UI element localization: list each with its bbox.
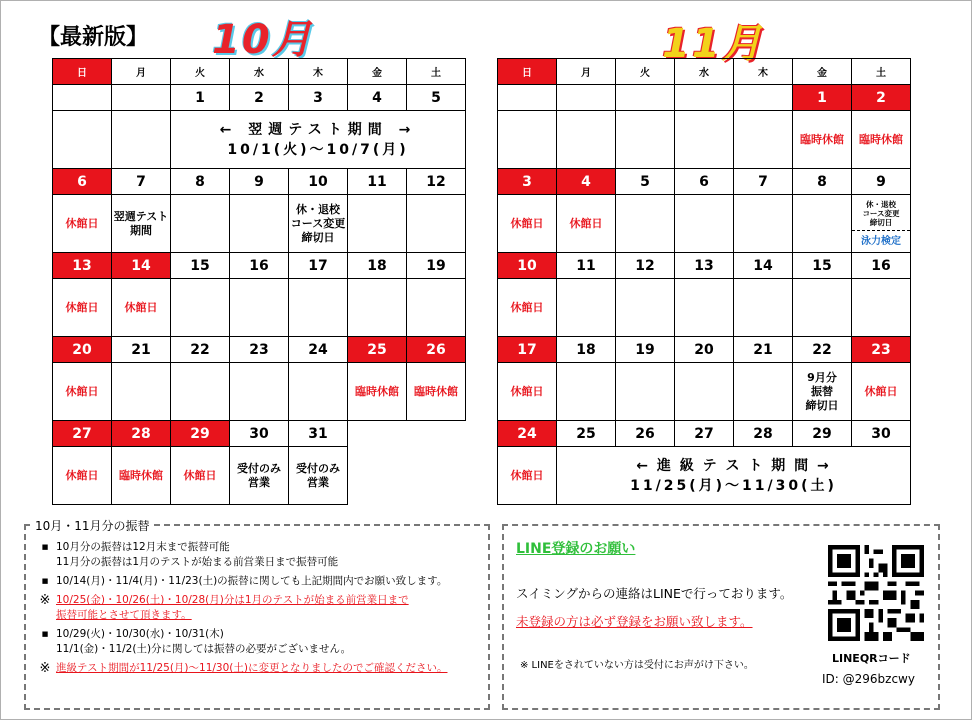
day-number: 3 [498, 169, 557, 195]
transfer-line: 振替可能とさせて頂きます。 [56, 609, 192, 621]
day-number: 19 [616, 337, 675, 363]
day-note-empty [557, 363, 616, 421]
day-number: 6 [53, 169, 112, 195]
line-footnote: ※ LINEをされていない方は受付にお声がけ下さい。 [520, 660, 754, 671]
day-number: 18 [557, 337, 616, 363]
weekday-sun: 日 [53, 59, 112, 85]
qr-code-icon[interactable] [828, 545, 924, 641]
day-number: 31 [289, 421, 348, 447]
day-number: 9 [230, 169, 289, 195]
day-outside [348, 447, 407, 505]
transfer-line: 10/29(火)・10/30(水)・10/31(木) [56, 628, 224, 640]
day-note: 休館日 [53, 363, 112, 421]
day-note-empty [112, 111, 171, 169]
day-number: 24 [289, 337, 348, 363]
day-note: 休館日 [498, 195, 557, 253]
day-note-empty [852, 279, 911, 337]
day-number: 13 [53, 253, 112, 279]
day-note: 休館日 [852, 363, 911, 421]
day-number: 26 [616, 421, 675, 447]
day-number: 16 [852, 253, 911, 279]
day-number: 29 [171, 421, 230, 447]
day-note-empty [171, 363, 230, 421]
transfer-title: 10月・11月分の振替 [32, 517, 153, 534]
november-title: 11月 [662, 21, 764, 67]
day-note-empty [734, 111, 793, 169]
day-number: 30 [230, 421, 289, 447]
october-calendar [52, 58, 466, 505]
line-title: LINE登録のお願い [516, 541, 636, 557]
day-note-empty [112, 363, 171, 421]
day-number: 24 [498, 421, 557, 447]
day-number: 1 [171, 85, 230, 111]
weekday-wed: 水 [675, 59, 734, 85]
day-note-empty [557, 279, 616, 337]
day-note-empty [616, 279, 675, 337]
day-number: 28 [112, 421, 171, 447]
weekday-header-row [53, 59, 466, 85]
day-note-empty [348, 195, 407, 253]
day-number: 27 [675, 421, 734, 447]
day-number: 30 [852, 421, 911, 447]
day-number: 22 [171, 337, 230, 363]
transfer-line: 10/25(金)・10/26(土)・10/28(月)分は1月のテストが始まる前営業日まで [56, 594, 409, 606]
day-number: 21 [112, 337, 171, 363]
weekday-header-row [498, 59, 911, 85]
day-number: 27 [53, 421, 112, 447]
day-number: 12 [616, 253, 675, 279]
day-number: 10 [289, 169, 348, 195]
day-number: 12 [407, 169, 466, 195]
bullet-icon: ■ [41, 577, 49, 585]
weekday-sat: 土 [407, 59, 466, 85]
day-number: 25 [348, 337, 407, 363]
day-empty [53, 85, 112, 111]
day-number: 3 [289, 85, 348, 111]
day-note: 受付のみ 営業 [289, 447, 348, 505]
day-note: 休館日 [498, 447, 557, 505]
day-note: 受付のみ 営業 [230, 447, 289, 505]
day-number: 5 [616, 169, 675, 195]
transfer-line: 11月分の振替は1月のテストが始まる前営業日まで振替可能 [56, 556, 339, 568]
day-note-empty [348, 279, 407, 337]
day-note-empty [675, 195, 734, 253]
day-number: 18 [348, 253, 407, 279]
day-note: 休館日 [557, 195, 616, 253]
bullet-icon: ■ [41, 543, 49, 551]
weekday-fri: 金 [793, 59, 852, 85]
day-number: 25 [557, 421, 616, 447]
day-number: 26 [407, 337, 466, 363]
day-number: 17 [289, 253, 348, 279]
day-note-empty [793, 279, 852, 337]
weekday-mon: 月 [112, 59, 171, 85]
day-number: 4 [348, 85, 407, 111]
weekday-thu: 木 [734, 59, 793, 85]
day-note-empty [734, 363, 793, 421]
day-note-empty [171, 279, 230, 337]
transfer-item [34, 661, 484, 676]
test-period-banner [171, 111, 466, 169]
day-empty [675, 85, 734, 111]
day-outside [407, 421, 466, 447]
day-number: 2 [852, 85, 911, 111]
day-note: 翌週テスト 期間 [112, 195, 171, 253]
day-note-empty [557, 111, 616, 169]
day-number: 13 [675, 253, 734, 279]
transfer-line: 10/14(月)・11/4(月)・11/23(土)の振替に関しても上記期間内でお願い致します。 [56, 575, 448, 587]
day-note: 臨時休館 [112, 447, 171, 505]
day-empty [616, 85, 675, 111]
day-number: 20 [53, 337, 112, 363]
line-warning: 未登録の方は必ず登録をお願い致します。 [516, 614, 753, 629]
day-number: 11 [348, 169, 407, 195]
day-note: 休館日 [498, 279, 557, 337]
day-number: 1 [793, 85, 852, 111]
transfer-line: 11/1(金)・11/2(土)分に関しては振替の必要がございません。 [56, 643, 352, 655]
day-number: 7 [734, 169, 793, 195]
day-number: 5 [407, 85, 466, 111]
day-note-empty [230, 195, 289, 253]
transfer-item [34, 627, 484, 657]
day-number: 4 [557, 169, 616, 195]
day-empty [557, 85, 616, 111]
day-note-empty [289, 363, 348, 421]
transfer-line: 10月分の振替は12月末まで振替可能 [56, 541, 230, 553]
day-note: 休・退校 コース変更 締切日 [289, 195, 348, 253]
october-title: 10月 [212, 17, 314, 63]
day-note-split [852, 195, 911, 253]
bullet-icon: ■ [41, 630, 49, 638]
day-number: 10 [498, 253, 557, 279]
day-note-empty [675, 279, 734, 337]
promotion-test-banner [557, 447, 911, 505]
day-note-empty [53, 111, 112, 169]
day-note-empty [407, 279, 466, 337]
day-number: 8 [171, 169, 230, 195]
day-sub-note: 泳力検定 [861, 236, 901, 247]
note-mark-icon: ※ [39, 661, 51, 676]
day-number: 29 [793, 421, 852, 447]
day-empty [498, 85, 557, 111]
day-note-empty [230, 363, 289, 421]
day-note-empty [734, 279, 793, 337]
transfer-item [34, 574, 484, 589]
transfer-item [34, 540, 484, 570]
day-number: 6 [675, 169, 734, 195]
weekday-fri: 金 [348, 59, 407, 85]
day-number: 23 [230, 337, 289, 363]
day-note-empty [289, 279, 348, 337]
transfer-notes [34, 540, 484, 680]
day-note-empty [616, 195, 675, 253]
day-number: 21 [734, 337, 793, 363]
day-number: 11 [557, 253, 616, 279]
day-note: 9月分 振替 締切日 [793, 363, 852, 421]
day-number: 22 [793, 337, 852, 363]
weekday-sun: 日 [498, 59, 557, 85]
day-note: 臨時休館 [852, 111, 911, 169]
weekday-tue: 火 [616, 59, 675, 85]
day-note-empty [675, 111, 734, 169]
day-note-empty [616, 363, 675, 421]
day-note-empty [171, 195, 230, 253]
day-note: 休館日 [498, 363, 557, 421]
line-id: ID: @296bzcwy [822, 672, 915, 686]
day-number: 17 [498, 337, 557, 363]
day-note-empty [498, 111, 557, 169]
day-number: 15 [793, 253, 852, 279]
day-number: 7 [112, 169, 171, 195]
day-outside [407, 447, 466, 505]
day-note: 休館日 [53, 279, 112, 337]
day-note: 休館日 [53, 195, 112, 253]
day-number: 16 [230, 253, 289, 279]
weekday-tue: 火 [171, 59, 230, 85]
day-number: 14 [734, 253, 793, 279]
qr-code-label: LINEQRコード [832, 652, 911, 665]
day-number: 8 [793, 169, 852, 195]
day-note-empty [675, 363, 734, 421]
day-note: 休館日 [112, 279, 171, 337]
day-note: 休館日 [53, 447, 112, 505]
day-outside [348, 421, 407, 447]
day-note-empty [230, 279, 289, 337]
weekday-mon: 月 [557, 59, 616, 85]
day-note: 臨時休館 [407, 363, 466, 421]
day-note-empty [734, 195, 793, 253]
day-number: 2 [230, 85, 289, 111]
day-note-empty [793, 195, 852, 253]
weekday-sat: 土 [852, 59, 911, 85]
november-calendar [497, 58, 911, 505]
promotion-test-dates: 11/25(月)〜11/30(土) [630, 477, 837, 494]
day-empty [734, 85, 793, 111]
weekday-wed: 水 [230, 59, 289, 85]
day-note-empty [616, 111, 675, 169]
day-number: 15 [171, 253, 230, 279]
weekday-thu: 木 [289, 59, 348, 85]
note-mark-icon: ※ [39, 593, 51, 608]
day-note: 休・退校 コース変更 締切日 [852, 198, 910, 231]
day-number: 23 [852, 337, 911, 363]
day-note: 臨時休館 [793, 111, 852, 169]
day-number: 20 [675, 337, 734, 363]
test-period-dates: 10/1(火)〜10/7(月) [227, 141, 409, 158]
transfer-item [34, 593, 484, 623]
day-number: 14 [112, 253, 171, 279]
day-note: 臨時休館 [348, 363, 407, 421]
test-period-label: ← 翌週テスト期間 → [219, 121, 417, 138]
day-note: 休館日 [171, 447, 230, 505]
day-number: 19 [407, 253, 466, 279]
day-note-empty [407, 195, 466, 253]
day-number: 9 [852, 169, 911, 195]
promotion-test-label: ← 進 級 テ ス ト 期 間 → [636, 457, 831, 474]
day-number: 28 [734, 421, 793, 447]
day-empty [112, 85, 171, 111]
edition-label: 【最新版】 [38, 25, 149, 50]
transfer-line: 進級テスト期間が11/25(月)〜11/30(土)に変更となりましたのでご確認ください。 [56, 662, 448, 674]
line-text: スイミングからの連絡はLINEで行っております。 [516, 586, 793, 601]
